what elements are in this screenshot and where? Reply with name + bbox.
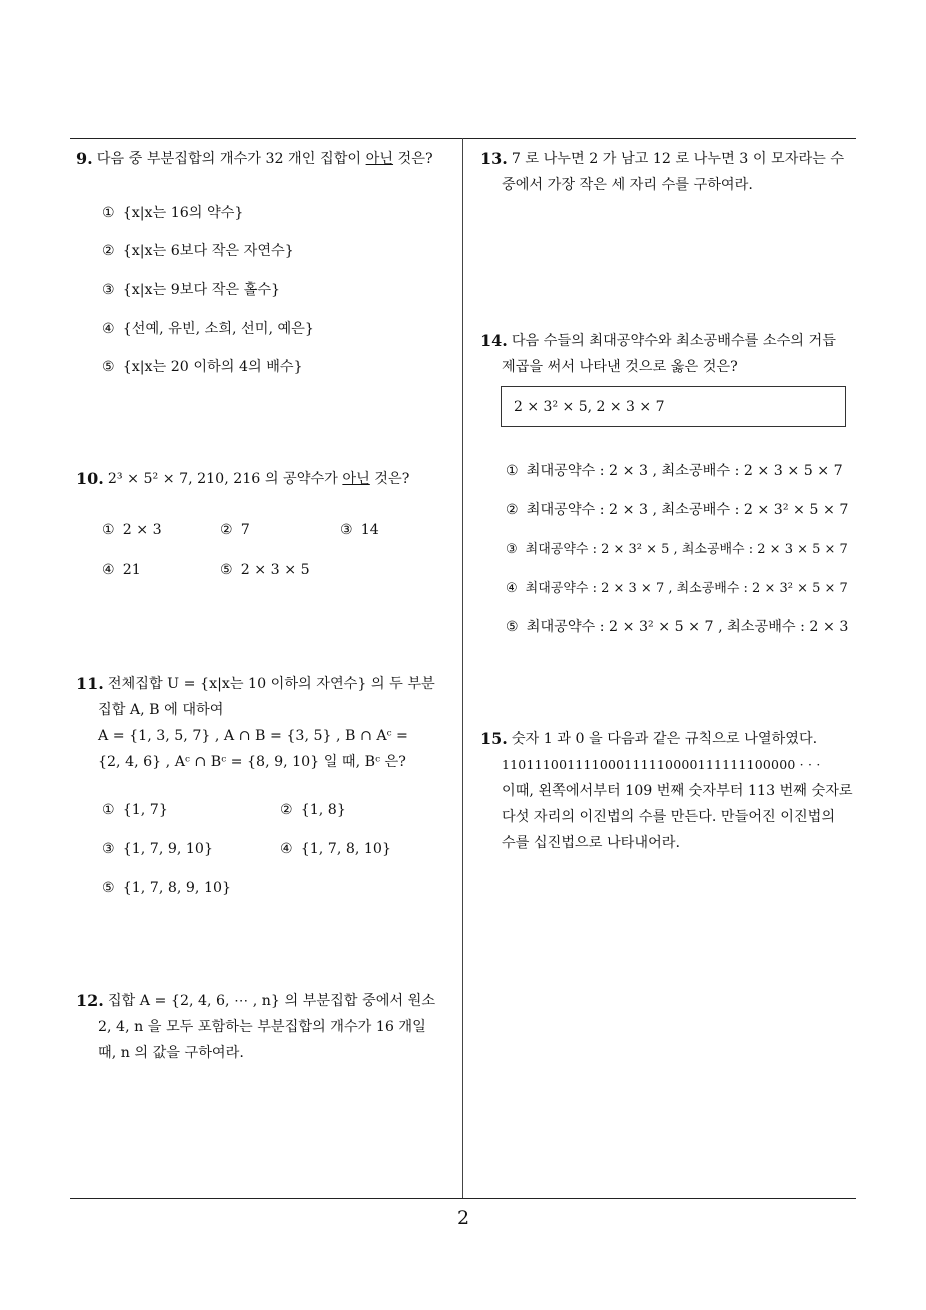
choice-2[interactable]: ② {1, 8} (280, 802, 346, 818)
question-10 (76, 466, 456, 492)
question-stem-line-1: 7 로 나누면 2 가 남고 12 로 나누면 3 이 모자라는 수 (511, 151, 845, 167)
choice-5[interactable]: ⑤ 최대공약수 : 2 × 3² × 5 × 7 , 최소공배수 : 2 × 3 (506, 619, 849, 635)
choice-4[interactable]: ④ 21 (102, 562, 141, 578)
question-stem: 다음 중 부분집합의 개수가 32 개인 집합이 아닌 것은? (96, 151, 433, 167)
question-number: 11. (76, 674, 104, 693)
question-number: 15. (480, 729, 508, 748)
choice-4[interactable]: ④ 최대공약수 : 2 × 3 × 7 , 최소공배수 : 2 × 3² × 5 × 7 (506, 581, 848, 596)
question-stem-line-1: 숫자 1 과 0 을 다음과 같은 규칙으로 나열하였다. (511, 731, 818, 747)
question-stem-line-1: 전체집합 U = {x|x는 10 이하의 자연수} 의 두 부분 (107, 676, 435, 692)
question-number: 13. (480, 149, 508, 168)
question-stem-line-3: 때, n 의 값을 구하여라. (98, 1045, 244, 1061)
question-stem-line-1: 집합 A = {2, 4, 6, ⋯ , n} 의 부분집합 중에서 원소 (107, 993, 436, 1009)
choice-3[interactable]: ③ {x|x는 9보다 작은 홀수} (102, 282, 281, 298)
question-stem-line-4: 다섯 자리의 이진법의 수를 만든다. 만들어진 이진법의 (502, 809, 836, 825)
page-number: 2 (456, 1207, 470, 1229)
question-stem-line-2: 2, 4, n 을 모두 포함하는 부분집합의 개수가 16 개일 (98, 1019, 426, 1035)
question-number: 12. (76, 991, 104, 1010)
choice-1[interactable]: ① {1, 7} (102, 802, 168, 818)
choice-3[interactable]: ③ 14 (340, 522, 379, 538)
footer-rule (70, 1198, 856, 1199)
question-stem-line-2: 중에서 가장 작은 세 자리 수를 구하여라. (502, 177, 753, 193)
choice-3[interactable]: ③ 최대공약수 : 2 × 3² × 5 , 최소공배수 : 2 × 3 × 5 × 7 (506, 542, 848, 557)
question-stem-line-2: 집합 A, B 에 대하여 (98, 702, 224, 718)
question-number: 10. (76, 469, 104, 488)
question-stem: 2³ × 5² × 7, 210, 216 의 공약수가 아닌 것은? (107, 471, 410, 487)
question-stem-line-2: 제곱을 써서 나타낸 것으로 옳은 것은? (502, 359, 738, 375)
choice-4[interactable]: ④ {1, 7, 8, 10} (280, 841, 391, 857)
choice-3[interactable]: ③ {1, 7, 9, 10} (102, 841, 213, 857)
question-12 (76, 988, 456, 1066)
choice-1[interactable]: ① 최대공약수 : 2 × 3 , 최소공배수 : 2 × 3 × 5 × 7 (506, 463, 843, 479)
choice-5[interactable]: ⑤ 2 × 3 × 5 (220, 562, 310, 578)
question-14 (480, 328, 860, 380)
question-number: 14. (480, 331, 508, 350)
choice-5[interactable]: ⑤ {1, 7, 8, 9, 10} (102, 880, 232, 896)
question-stem-line-3: 이때, 왼쪽에서부터 109 번째 숫자부터 113 번째 숫자로 (502, 783, 853, 799)
question-stem-line-5: 수를 십진법으로 나타내어라. (502, 835, 680, 851)
number-sequence: 110111001111000111110000111111100000 · · · (502, 757, 821, 772)
underlined-word: 아닌 (365, 151, 394, 167)
question-number: 9. (76, 149, 93, 168)
underlined-word: 아닌 (342, 471, 370, 487)
choice-2[interactable]: ② 7 (220, 522, 250, 538)
question-11 (76, 671, 456, 775)
choice-2[interactable]: ② {x|x는 6보다 작은 자연수} (102, 243, 294, 259)
question-13 (480, 146, 860, 198)
column-divider (462, 138, 463, 1199)
question-stem-line-3: A = {1, 3, 5, 7} , A ∩ B = {3, 5} , B ∩ Aᶜ = (98, 728, 408, 744)
choice-2[interactable]: ② 최대공약수 : 2 × 3 , 최소공배수 : 2 × 3² × 5 × 7 (506, 502, 849, 518)
header-rule (70, 138, 856, 139)
question-stem-line-4: {2, 4, 6} , Aᶜ ∩ Bᶜ = {8, 9, 10} 일 때, Bᶜ 은? (98, 754, 406, 770)
question-stem-line-1: 다음 수들의 최대공약수와 최소공배수를 소수의 거듭 (511, 333, 836, 349)
choice-1[interactable]: ① {x|x는 16의 약수} (102, 205, 244, 221)
given-numbers-box: 2 × 3² × 5, 2 × 3 × 7 (501, 386, 846, 427)
choice-1[interactable]: ① 2 × 3 (102, 522, 162, 538)
choice-4[interactable]: ④ {선예, 유빈, 소희, 선미, 예은} (102, 321, 314, 337)
question-9 (76, 146, 456, 172)
question-15 (480, 726, 860, 856)
choice-5[interactable]: ⑤ {x|x는 20 이하의 4의 배수} (102, 359, 303, 375)
